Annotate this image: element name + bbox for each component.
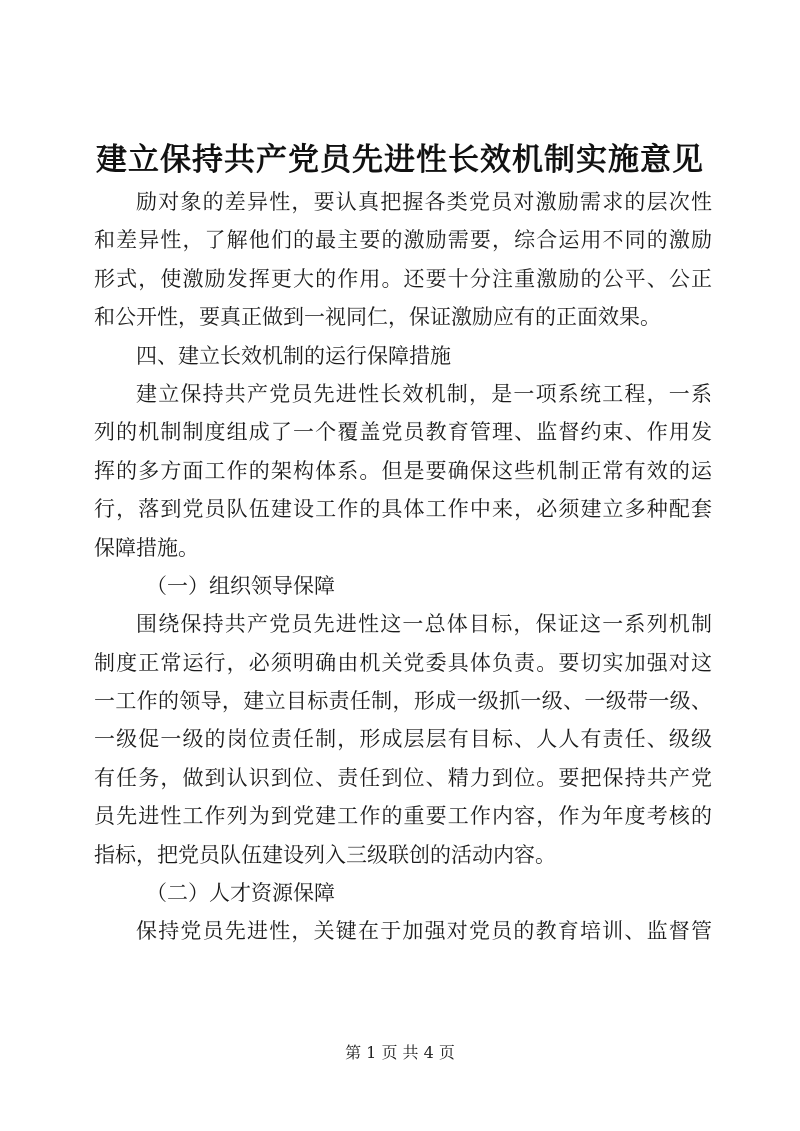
body-line: 围绕保持共产党员先进性这一总体目标，保证这一系列机制 [136, 612, 712, 637]
body-line: 制度正常运行，必须明确由机关党委具体负责。要切实加强对这 [94, 650, 712, 675]
body-line: 挥的多方面工作的架构体系。但是要确保这些机制正常有效的运 [94, 458, 712, 483]
body-line: 保障措施。 [94, 535, 199, 560]
body-line: 行，落到党员队伍建设工作的具体工作中来，必须建立多种配套 [94, 497, 712, 522]
body-line: 和差异性，了解他们的最主要的激励需要，综合运用不同的激励 [94, 228, 712, 253]
body-line: 员先进性工作列为到党建工作的重要工作内容，作为年度考核的 [94, 804, 712, 829]
subsection-heading: （一）组织领导保障 [146, 573, 335, 598]
body-line: 一工作的领导，建立目标责任制，形成一级抓一级、一级带一级、 [94, 689, 712, 714]
body-line: 和公开性，要真正做到一视同仁，保证激励应有的正面效果。 [94, 305, 661, 330]
body-line: 指标，把党员队伍建设列入三级联创的活动内容。 [94, 842, 556, 867]
body-line: 建立保持共产党员先进性长效机制，是一项系统工程，一系 [136, 381, 712, 406]
body-line: 保持党员先进性，关键在于加强对党员的教育培训、监督管 [136, 919, 712, 944]
body-line: 一级促一级的岗位责任制，形成层层有目标、人人有责任、级级 [94, 727, 712, 752]
body-line: 形式，使激励发挥更大的作用。还要十分注重激励的公平、公正 [94, 266, 712, 291]
body-line: 励对象的差异性，要认真把握各类党员对激励需求的层次性 [136, 190, 712, 214]
subsection-heading: （二）人才资源保障 [146, 881, 335, 906]
section-heading: 四、建立长效机制的运行保障措施 [136, 343, 451, 368]
body-line: 有任务，做到认识到位、责任到位、精力到位。要把保持共产党 [94, 765, 712, 790]
document-body [94, 183, 712, 951]
page-footer: 第 1 页 共 4 页 [345, 1043, 455, 1062]
body-line: 列的机制制度组成了一个覆盖党员教育管理、监督约束、作用发 [94, 420, 712, 445]
document-title: 建立保持共产党员先进性长效机制实施意见 [96, 142, 704, 178]
